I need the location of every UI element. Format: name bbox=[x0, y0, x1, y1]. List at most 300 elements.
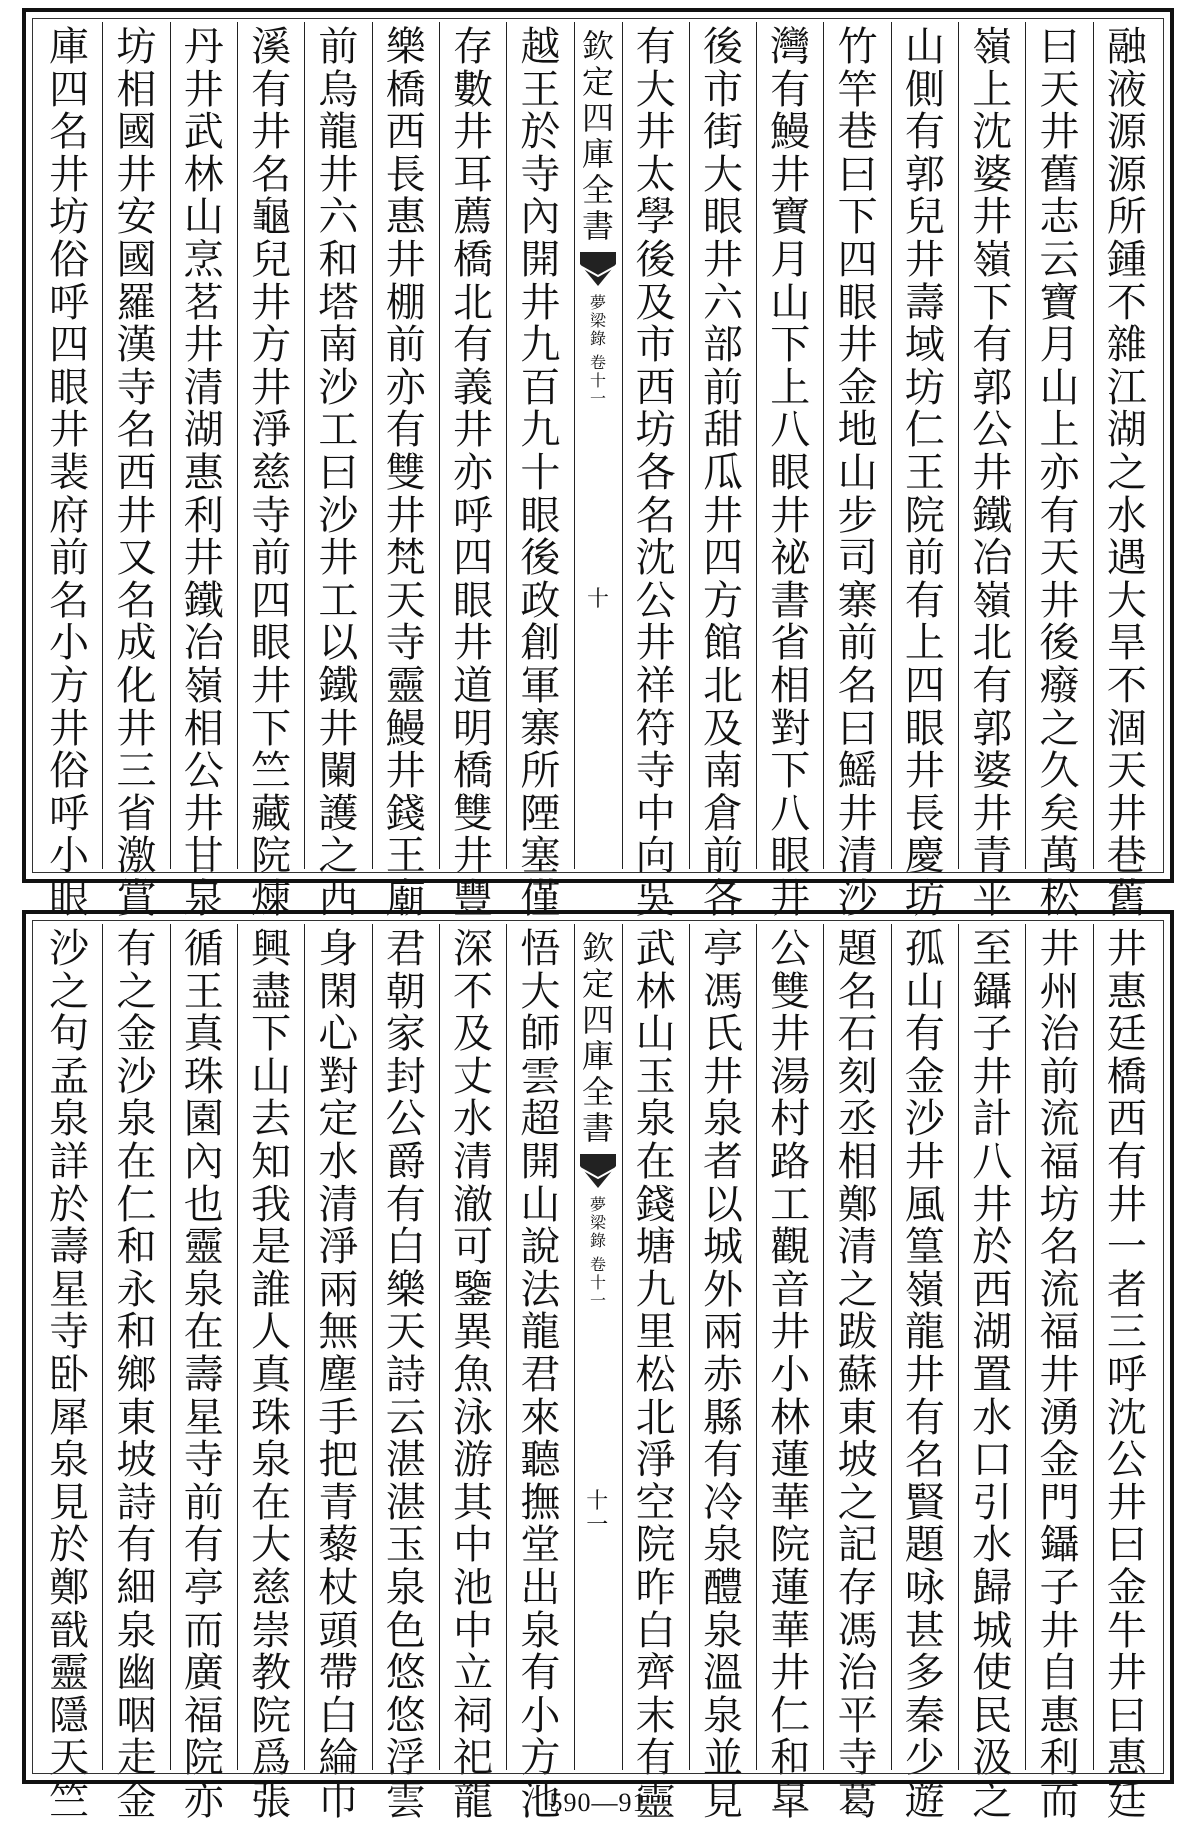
glyph: 赤 bbox=[702, 1351, 743, 1398]
glyph: 慈 bbox=[251, 449, 292, 496]
glyph: 手 bbox=[318, 1394, 359, 1441]
glyph: 矣 bbox=[1039, 790, 1080, 837]
glyph: 詩 bbox=[116, 1479, 157, 1526]
glyph: 坊 bbox=[904, 364, 945, 411]
glyph: 城 bbox=[972, 1607, 1013, 1654]
glyph: 吳 bbox=[635, 875, 676, 922]
glyph: 西 bbox=[116, 449, 157, 496]
glyph: 牛 bbox=[1106, 1607, 1147, 1654]
glyph: 梵 bbox=[385, 535, 426, 582]
glyph: 融 bbox=[1106, 24, 1147, 70]
glyph: 及 bbox=[702, 705, 743, 752]
glyph: 真 bbox=[183, 1011, 224, 1058]
glyph: 戩 bbox=[49, 1607, 90, 1654]
glyph: 巷 bbox=[837, 109, 878, 156]
glyph: 湖 bbox=[183, 407, 224, 454]
center-fold bbox=[574, 924, 622, 1770]
glyph: 相 bbox=[837, 1138, 878, 1185]
glyph: 法 bbox=[520, 1266, 561, 1313]
glyph: 塘 bbox=[635, 1224, 676, 1271]
glyph: 有 bbox=[635, 1735, 676, 1782]
glyph: 旱 bbox=[1106, 620, 1147, 667]
glyph: 塔 bbox=[318, 279, 359, 326]
glyph: 下 bbox=[972, 279, 1013, 326]
glyph: 篁 bbox=[904, 1224, 945, 1271]
glyph: 向 bbox=[635, 833, 676, 880]
glyph: 兒 bbox=[251, 236, 292, 283]
glyph: 廷 bbox=[1106, 1777, 1147, 1824]
glyph: 家 bbox=[385, 1011, 426, 1058]
glyph: 沈 bbox=[635, 535, 676, 582]
glyph: 之 bbox=[837, 1479, 878, 1526]
book-name bbox=[590, 1196, 606, 1250]
glyph: 涸 bbox=[1106, 705, 1147, 752]
glyph: 井 bbox=[770, 1309, 811, 1356]
glyph: 天 bbox=[49, 1735, 90, 1782]
glyph: 惠 bbox=[1039, 1692, 1080, 1739]
glyph: 上 bbox=[770, 364, 811, 411]
glyph: 悠 bbox=[385, 1650, 426, 1697]
glyph: 呼 bbox=[49, 279, 90, 326]
glyph: 寶 bbox=[770, 194, 811, 241]
glyph: 府 bbox=[49, 492, 90, 539]
glyph: 井 bbox=[837, 322, 878, 369]
glyph: 西 bbox=[385, 109, 426, 156]
glyph: 利 bbox=[183, 492, 224, 539]
text-column bbox=[1025, 924, 1092, 1824]
glyph: 名 bbox=[635, 492, 676, 539]
glyph: 少 bbox=[904, 1735, 945, 1782]
glyph: 有 bbox=[972, 322, 1013, 369]
glyph: 井 bbox=[385, 492, 426, 539]
glyph: 見 bbox=[702, 1777, 743, 1824]
glyph: 華 bbox=[770, 1479, 811, 1526]
glyph: 錄 bbox=[589, 1231, 606, 1250]
glyph: 相 bbox=[770, 662, 811, 709]
glyph: 祀 bbox=[453, 1735, 494, 1782]
glyph: 下 bbox=[770, 322, 811, 369]
glyph: 白 bbox=[635, 1607, 676, 1654]
glyph: 雜 bbox=[1106, 322, 1147, 369]
glyph: 師 bbox=[520, 1011, 561, 1058]
glyph: 沈 bbox=[1106, 1394, 1147, 1441]
text-column bbox=[102, 924, 169, 1824]
glyph: 清 bbox=[183, 364, 224, 411]
glyph: 珠 bbox=[251, 1394, 292, 1441]
glyph: 竿 bbox=[837, 66, 878, 113]
glyph: 金 bbox=[1039, 1437, 1080, 1484]
glyph: 坊 bbox=[1039, 1181, 1080, 1228]
glyph: 曰 bbox=[1106, 1522, 1147, 1569]
glyph: 九 bbox=[520, 407, 561, 454]
glyph: 院 bbox=[183, 1735, 224, 1782]
glyph: 雙 bbox=[385, 449, 426, 496]
glyph: 有 bbox=[904, 1394, 945, 1441]
glyph: 淨 bbox=[251, 407, 292, 454]
glyph: 福 bbox=[1039, 1309, 1080, 1356]
glyph: 井 bbox=[49, 407, 90, 454]
glyph: 井 bbox=[385, 748, 426, 795]
text-column bbox=[689, 924, 756, 1824]
glyph: 觀 bbox=[770, 1224, 811, 1271]
glyph: 王 bbox=[183, 968, 224, 1015]
glyph: 珠 bbox=[183, 1053, 224, 1100]
glyph: 人 bbox=[251, 1309, 292, 1356]
glyph: 眼 bbox=[520, 492, 561, 539]
text-column bbox=[1093, 924, 1160, 1824]
glyph: 自 bbox=[1039, 1650, 1080, 1697]
glyph: 井 bbox=[635, 620, 676, 667]
glyph: 南 bbox=[318, 322, 359, 369]
glyph: 鑷 bbox=[1039, 1522, 1080, 1569]
glyph: 井 bbox=[770, 1650, 811, 1697]
glyph: 鐵 bbox=[183, 577, 224, 624]
text-column bbox=[891, 924, 958, 1824]
glyph: 仁 bbox=[116, 1181, 157, 1228]
glyph: 城 bbox=[702, 1224, 743, 1271]
glyph: 井 bbox=[183, 66, 224, 113]
glyph: 王 bbox=[520, 66, 561, 113]
glyph: 闌 bbox=[318, 748, 359, 795]
glyph: 和 bbox=[318, 236, 359, 283]
glyph: 治 bbox=[837, 1650, 878, 1697]
glyph: 井 bbox=[904, 1351, 945, 1398]
glyph: 馮 bbox=[837, 1607, 878, 1654]
glyph: 鐵 bbox=[972, 492, 1013, 539]
glyph: 廷 bbox=[1106, 1011, 1147, 1058]
glyph: 井 bbox=[837, 790, 878, 837]
glyph: 井 bbox=[116, 705, 157, 752]
glyph: 華 bbox=[770, 1607, 811, 1654]
glyph: 寺 bbox=[520, 151, 561, 198]
glyph: 綸 bbox=[318, 1735, 359, 1782]
glyph: 天 bbox=[1039, 535, 1080, 582]
glyph: 存 bbox=[453, 24, 494, 70]
glyph: 四 bbox=[904, 662, 945, 709]
glyph: 月 bbox=[770, 236, 811, 283]
glyph: 祥 bbox=[635, 662, 676, 709]
glyph: 靈 bbox=[49, 1650, 90, 1697]
glyph: 長 bbox=[904, 790, 945, 837]
glyph: 水 bbox=[972, 1522, 1013, 1569]
glyph: 泉 bbox=[49, 1437, 90, 1484]
glyph: 有 bbox=[385, 1181, 426, 1228]
glyph: 井 bbox=[1106, 926, 1147, 972]
glyph: 欽 bbox=[581, 929, 614, 967]
text-column bbox=[689, 22, 756, 922]
glyph: 水 bbox=[453, 1096, 494, 1143]
glyph: 夢 bbox=[589, 1195, 606, 1214]
glyph: 水 bbox=[1106, 492, 1147, 539]
text-column bbox=[506, 924, 573, 1824]
glyph: 四 bbox=[581, 1001, 614, 1039]
glyph: 沈 bbox=[972, 109, 1013, 156]
glyph: 大 bbox=[520, 968, 561, 1015]
glyph: 名 bbox=[251, 151, 292, 198]
glyph: 煉 bbox=[251, 875, 292, 922]
glyph: 君 bbox=[520, 1351, 561, 1398]
glyph: 之 bbox=[837, 1266, 878, 1313]
glyph: 泉 bbox=[183, 1266, 224, 1313]
glyph: 武 bbox=[635, 926, 676, 972]
glyph: 陻 bbox=[520, 790, 561, 837]
glyph: 源 bbox=[1106, 151, 1147, 198]
glyph: 王 bbox=[904, 449, 945, 496]
glyph: 六 bbox=[702, 279, 743, 326]
glyph: 寺 bbox=[837, 1735, 878, 1782]
glyph: 巾 bbox=[318, 1777, 359, 1824]
glyph: 巷 bbox=[1106, 833, 1147, 880]
glyph: 地 bbox=[837, 407, 878, 454]
glyph: 云 bbox=[385, 1394, 426, 1441]
glyph: 院 bbox=[251, 1692, 292, 1739]
glyph: 及 bbox=[635, 279, 676, 326]
glyph: 之 bbox=[972, 1777, 1013, 1824]
glyph: 井 bbox=[1106, 1479, 1147, 1526]
text-column bbox=[102, 22, 169, 922]
volume-number bbox=[590, 354, 606, 408]
glyph: 星 bbox=[49, 1266, 90, 1313]
glyph: 八 bbox=[770, 790, 811, 837]
glyph: 引 bbox=[972, 1479, 1013, 1526]
glyph: 舊 bbox=[1039, 151, 1080, 198]
glyph: 鰻 bbox=[385, 705, 426, 752]
glyph: 平 bbox=[972, 875, 1013, 922]
glyph: 在 bbox=[116, 1138, 157, 1185]
glyph: 及 bbox=[453, 1011, 494, 1058]
glyph: 湖 bbox=[972, 1309, 1013, 1356]
glyph: 汲 bbox=[972, 1735, 1013, 1782]
text-column bbox=[170, 22, 237, 922]
glyph: 朝 bbox=[385, 968, 426, 1015]
glyph: 四 bbox=[581, 99, 614, 137]
glyph: 壽 bbox=[49, 1224, 90, 1271]
glyph: 鑷 bbox=[972, 968, 1013, 1015]
glyph: 名 bbox=[116, 407, 157, 454]
glyph: 道 bbox=[453, 662, 494, 709]
glyph: 金 bbox=[116, 1777, 157, 1824]
glyph: 縣 bbox=[702, 1394, 743, 1441]
glyph: 婆 bbox=[972, 151, 1013, 198]
glyph: 山 bbox=[904, 968, 945, 1015]
glyph: 定 bbox=[581, 965, 614, 1003]
glyph: 我 bbox=[251, 1181, 292, 1228]
glyph: 咏 bbox=[904, 1564, 945, 1611]
glyph: 眼 bbox=[837, 279, 878, 326]
glyph: 於 bbox=[49, 1181, 90, 1228]
glyph: 前 bbox=[251, 535, 292, 582]
glyph: 不 bbox=[1106, 279, 1147, 326]
text-column bbox=[304, 924, 371, 1824]
glyph: 和 bbox=[770, 1735, 811, 1782]
glyph: 中 bbox=[453, 1522, 494, 1569]
glyph: 遇 bbox=[1106, 535, 1147, 582]
glyph: 泉 bbox=[183, 875, 224, 922]
glyph: 沙 bbox=[837, 875, 878, 922]
glyph: 前 bbox=[183, 1479, 224, 1526]
glyph: 志 bbox=[1039, 194, 1080, 241]
glyph: 鄭 bbox=[837, 1181, 878, 1228]
glyph: 蘇 bbox=[837, 1351, 878, 1398]
glyph: 亦 bbox=[183, 1777, 224, 1824]
glyph: 壽 bbox=[183, 1351, 224, 1398]
glyph: 松 bbox=[1039, 875, 1080, 922]
glyph: 水 bbox=[972, 1394, 1013, 1441]
glyph: 山 bbox=[837, 449, 878, 496]
glyph: 刻 bbox=[837, 1053, 878, 1100]
glyph: 前 bbox=[318, 24, 359, 70]
glyph: 眼 bbox=[702, 194, 743, 241]
glyph: 沙 bbox=[318, 492, 359, 539]
glyph: 有 bbox=[904, 577, 945, 624]
glyph: 內 bbox=[183, 1138, 224, 1185]
glyph: 井 bbox=[116, 492, 157, 539]
text-column bbox=[372, 22, 439, 922]
glyph: 九 bbox=[520, 322, 561, 369]
glyph: 有 bbox=[904, 109, 945, 156]
glyph: 冶 bbox=[183, 620, 224, 667]
glyph: 橋 bbox=[385, 66, 426, 113]
glyph: 太 bbox=[635, 151, 676, 198]
glyph: 湯 bbox=[770, 1053, 811, 1100]
glyph: 激 bbox=[116, 833, 157, 880]
glyph: 葛 bbox=[837, 1777, 878, 1824]
glyph: 江 bbox=[1106, 364, 1147, 411]
glyph: 對 bbox=[318, 1053, 359, 1100]
glyph: 後 bbox=[1039, 620, 1080, 667]
glyph: 皐 bbox=[770, 1777, 811, 1824]
glyph: 北 bbox=[635, 1394, 676, 1441]
glyph: 域 bbox=[904, 322, 945, 369]
glyph: 國 bbox=[116, 236, 157, 283]
volume-number bbox=[590, 1256, 606, 1310]
glyph: 至 bbox=[972, 926, 1013, 972]
glyph: 利 bbox=[1039, 1735, 1080, 1782]
glyph: 後 bbox=[635, 236, 676, 283]
glyph: 井 bbox=[1039, 1607, 1080, 1654]
glyph: 塞 bbox=[520, 833, 561, 880]
glyph: 有 bbox=[183, 1522, 224, 1569]
glyph: 源 bbox=[1106, 109, 1147, 156]
glyph: 孤 bbox=[904, 926, 945, 972]
glyph: 有 bbox=[1039, 492, 1080, 539]
glyph: 龍 bbox=[318, 109, 359, 156]
glyph: 路 bbox=[770, 1138, 811, 1185]
glyph: 泉 bbox=[116, 1607, 157, 1654]
glyph: 知 bbox=[251, 1138, 292, 1185]
glyph: 湧 bbox=[1039, 1394, 1080, 1441]
text-column bbox=[891, 22, 958, 922]
glyph: 青 bbox=[972, 833, 1013, 880]
text-column bbox=[756, 22, 823, 922]
text-columns-top bbox=[36, 22, 1160, 922]
glyph: 廟 bbox=[385, 875, 426, 922]
glyph: 俗 bbox=[49, 236, 90, 283]
glyph: 之 bbox=[116, 968, 157, 1015]
glyph: 嶺 bbox=[904, 1266, 945, 1313]
glyph: 馮 bbox=[702, 968, 743, 1015]
glyph: 護 bbox=[318, 790, 359, 837]
glyph: 深 bbox=[453, 926, 494, 972]
glyph: 側 bbox=[904, 66, 945, 113]
glyph: 前 bbox=[904, 535, 945, 582]
glyph: 坡 bbox=[116, 1437, 157, 1484]
glyph: 治 bbox=[1039, 1011, 1080, 1058]
glyph: 亦 bbox=[453, 449, 494, 496]
text-column bbox=[170, 924, 237, 1824]
glyph: 裴 bbox=[49, 449, 90, 496]
glyph: 瓜 bbox=[702, 449, 743, 496]
glyph: 井 bbox=[251, 279, 292, 326]
glyph: 後 bbox=[702, 24, 743, 70]
glyph: 平 bbox=[837, 1692, 878, 1739]
glyph: 棚 bbox=[385, 279, 426, 326]
glyph: 君 bbox=[385, 926, 426, 972]
glyph: 眼 bbox=[770, 833, 811, 880]
glyph: 教 bbox=[251, 1650, 292, 1697]
glyph: 眼 bbox=[49, 364, 90, 411]
glyph: 杖 bbox=[318, 1564, 359, 1611]
glyph: 茗 bbox=[183, 279, 224, 326]
glyph: 在 bbox=[635, 1138, 676, 1185]
glyph: 一 bbox=[589, 389, 606, 408]
glyph: 題 bbox=[837, 926, 878, 972]
glyph: 惠 bbox=[183, 449, 224, 496]
glyph: 嶺 bbox=[972, 577, 1013, 624]
glyph: 泉 bbox=[702, 1692, 743, 1739]
glyph: 東 bbox=[837, 1394, 878, 1441]
glyph: 八 bbox=[770, 407, 811, 454]
glyph: 郭 bbox=[972, 364, 1013, 411]
glyph: 眼 bbox=[49, 875, 90, 922]
glyph: 流 bbox=[1039, 1096, 1080, 1143]
glyph: 金 bbox=[116, 1011, 157, 1058]
glyph: 末 bbox=[635, 1692, 676, 1739]
leaf-number: 十一 bbox=[586, 1489, 609, 1538]
glyph: 夢 bbox=[589, 293, 606, 312]
text-column bbox=[36, 22, 102, 922]
glyph: 封 bbox=[385, 1053, 426, 1100]
glyph: 州 bbox=[1039, 968, 1080, 1015]
glyph: 玉 bbox=[635, 1053, 676, 1100]
glyph: 呼 bbox=[453, 492, 494, 539]
glyph: 曰 bbox=[1106, 1692, 1147, 1739]
glyph: 金 bbox=[837, 364, 878, 411]
text-column bbox=[622, 924, 689, 1824]
glyph: 梁 bbox=[589, 1213, 606, 1232]
glyph: 隱 bbox=[49, 1692, 90, 1739]
glyph: 園 bbox=[183, 1096, 224, 1143]
glyph: 明 bbox=[453, 705, 494, 752]
glyph: 工 bbox=[770, 1181, 811, 1228]
glyph: 泳 bbox=[453, 1394, 494, 1441]
glyph: 醴 bbox=[702, 1564, 743, 1611]
glyph: 薦 bbox=[453, 194, 494, 241]
glyph: 泉 bbox=[116, 1096, 157, 1143]
glyph: 門 bbox=[1039, 1479, 1080, 1526]
glyph: 僅 bbox=[520, 875, 561, 922]
glyph: 定 bbox=[318, 1096, 359, 1143]
text-column bbox=[756, 924, 823, 1824]
text-column bbox=[439, 22, 506, 922]
glyph: 井 bbox=[49, 705, 90, 752]
glyph: 公 bbox=[635, 577, 676, 624]
glyph: 靈 bbox=[385, 662, 426, 709]
leaf-number: 十 bbox=[586, 587, 610, 612]
glyph: 廣 bbox=[183, 1650, 224, 1697]
glyph: 空 bbox=[635, 1479, 676, 1526]
glyph: 長 bbox=[385, 151, 426, 198]
